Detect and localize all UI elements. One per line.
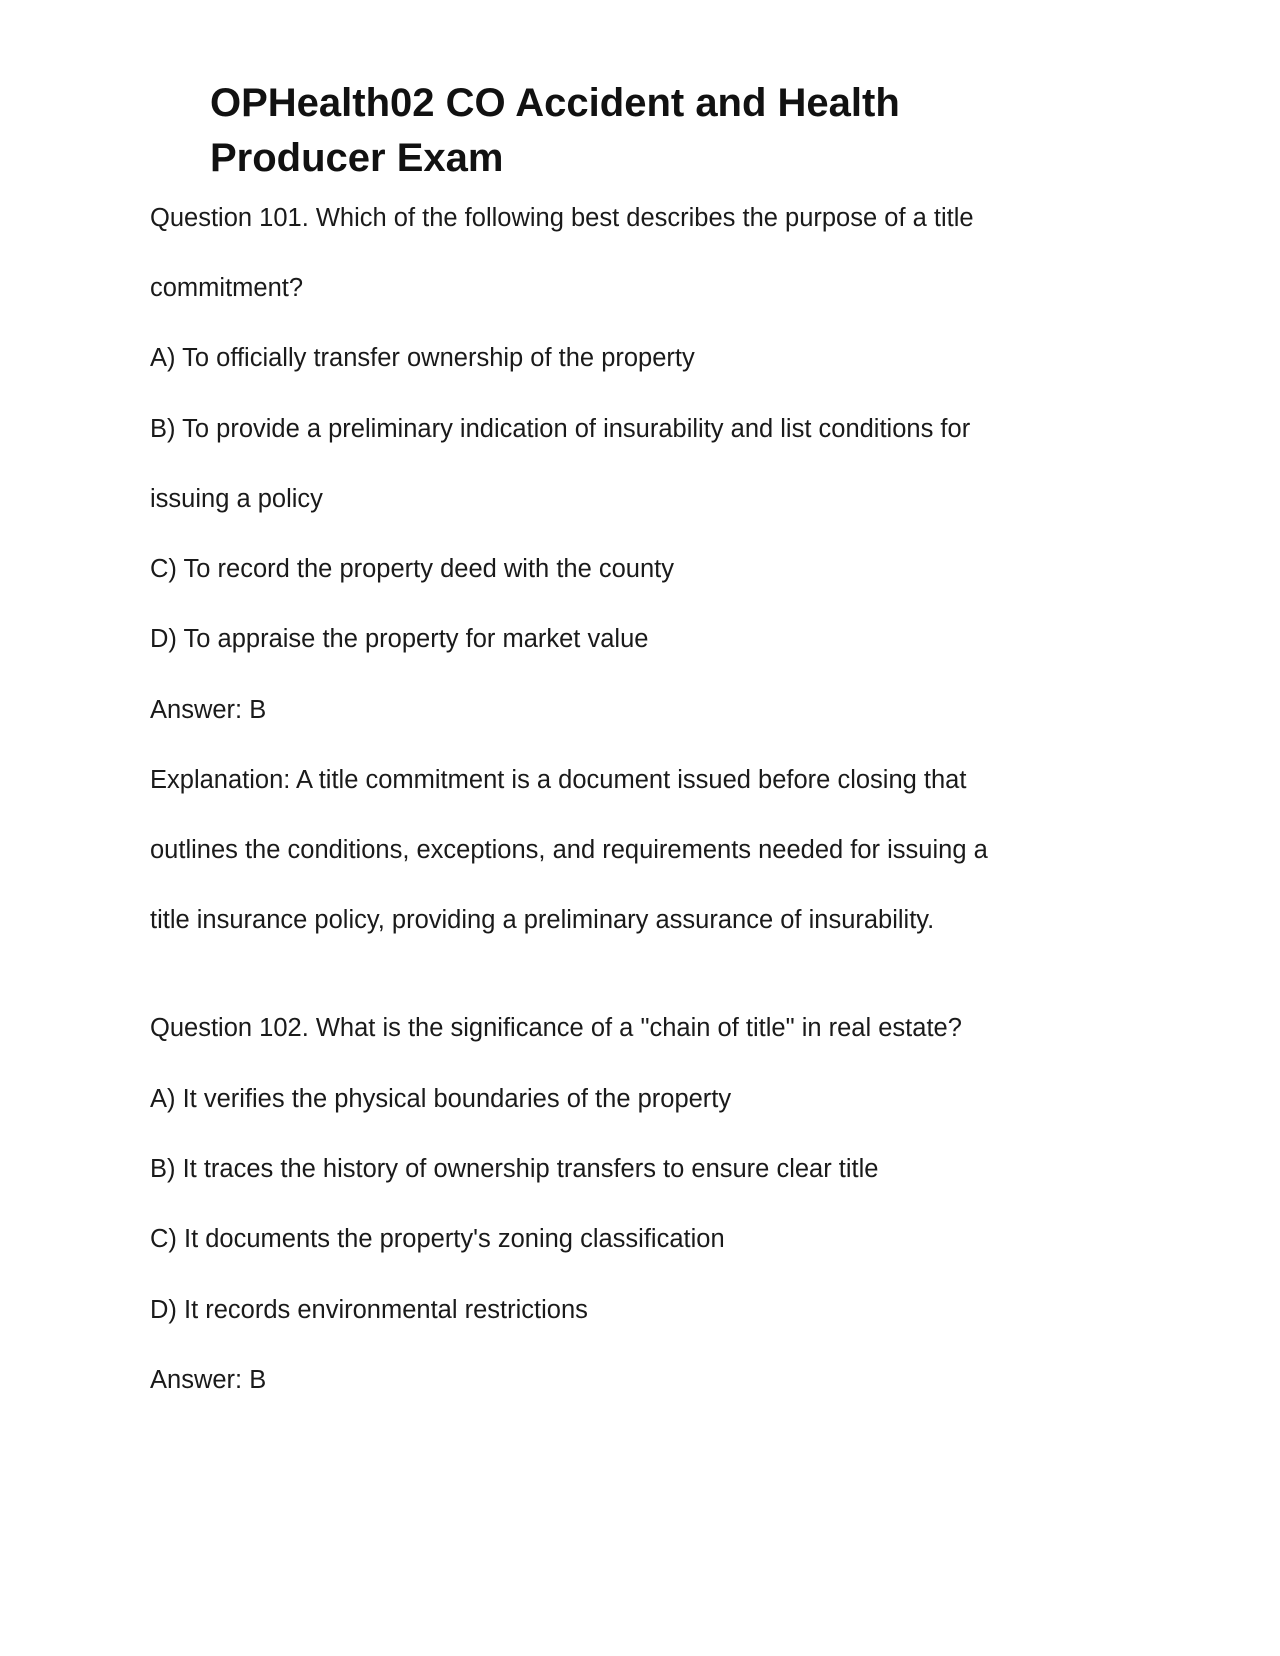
- question-101-option-c: C) To record the property deed with the county: [150, 555, 674, 583]
- question-101-option-a: A) To officially transfer ownership of the property: [150, 344, 695, 372]
- question-101-answer: Answer: B: [150, 696, 267, 724]
- question-101-option-b: B) To provide a preliminary indication of insurability and list conditions for: [150, 415, 971, 443]
- question-101-text-cont: commitment?: [150, 274, 304, 302]
- question-101-explanation-cont: outlines the conditions, exceptions, and requirements needed for issuing a: [150, 836, 988, 864]
- question-101-text: Question 101. Which of the following best describes the purpose of a title: [150, 204, 974, 232]
- question-102-option-d: D) It records environmental restrictions: [150, 1296, 588, 1324]
- document-title: OPHealth02 CO Accident and Health Producer Exam: [210, 81, 900, 180]
- question-102-text: Question 102. What is the significance of a "chain of title" in real estate?: [150, 1014, 962, 1042]
- question-101-option-d: D) To appraise the property for market value: [150, 625, 649, 653]
- question-102-option-a: A) It verifies the physical boundaries of the property: [150, 1085, 732, 1113]
- question-101-explanation-cont: title insurance policy, providing a preliminary assurance of insurability.: [150, 906, 935, 934]
- question-102-answer: Answer: B: [150, 1366, 267, 1394]
- question-102-option-c: C) It documents the property's zoning classification: [150, 1225, 725, 1253]
- question-102-option-b: B) It traces the history of ownership transfers to ensure clear title: [150, 1155, 879, 1183]
- question-101-explanation: Explanation: A title commitment is a document issued before closing that: [150, 766, 967, 794]
- question-101-option-b-cont: issuing a policy: [150, 485, 323, 513]
